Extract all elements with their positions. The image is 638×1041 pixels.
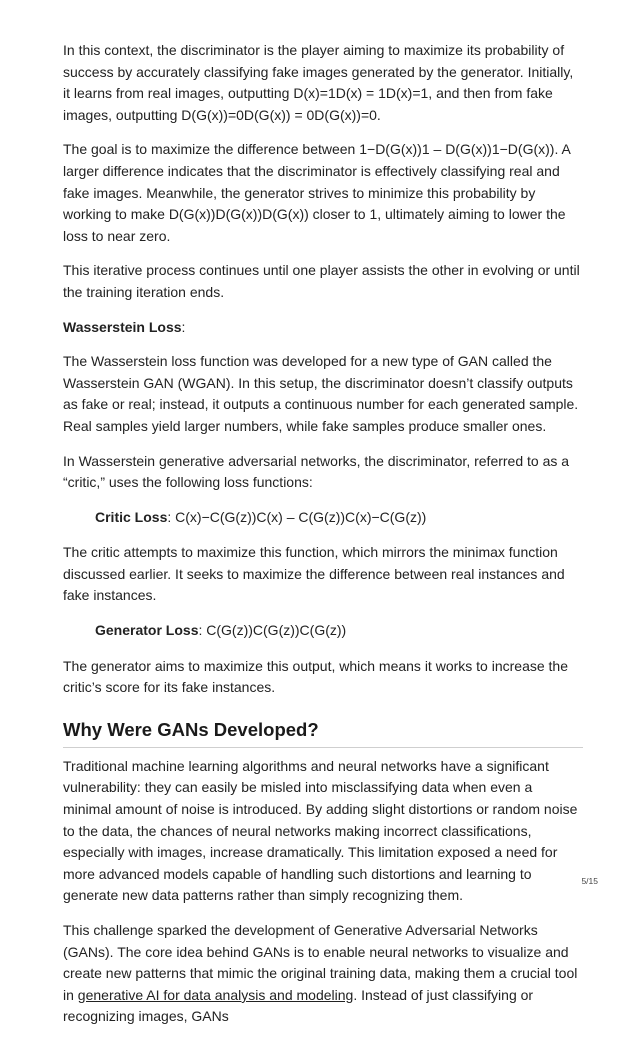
article-body xyxy=(63,40,583,1041)
wasserstein-loss-label: Wasserstein Loss xyxy=(63,318,182,335)
wasserstein-colon: : xyxy=(181,318,186,335)
paragraph-iterative-process: This iterative process continues until one player assists the other in evolving or until the training iteration ends. xyxy=(63,262,580,300)
paragraph-discriminator-role: In this context, the discriminator is the player aiming to maximize its probability of success by accurately classifying fake images generated by the generator. Initially, it learns from real images, outputting D(x)=1D(x) = 1D(x)=1, and then from fake images, outputting D(G(x))=0D(G(x)) = 0D(G(x))=0. xyxy=(63,42,574,123)
generative-ai-link[interactable]: generative AI for data analysis and modeling xyxy=(77,986,354,1003)
gan-development-text-continued: . Instead of just classifying or recognizing images, GANs xyxy=(63,986,534,1025)
section-heading-why-gans: Why Were GANs Developed? xyxy=(63,719,583,748)
generator-loss-label: Generator Loss xyxy=(95,622,199,639)
paragraph-traditional-ml: Traditional machine learning algorithms and neural networks have a significant vulnerability: they can easily be misled into misclassifying data when even a minimal amount of noise is introduced. By adding slight distortions or random noise to the data, the chances of neural networks making incorrect classifications, especially with images, increase dramatically. This limitation exposed a need for more advanced models capable of handling such distortions and learning to generate new data patterns rather than simply recognizing them. xyxy=(63,757,578,904)
critic-loss-formula: : C(x)−C(G(z))C(x) – C(G(z))C(x)−C(G(z)) xyxy=(167,508,427,525)
critic-loss-formula-line xyxy=(63,507,583,529)
paragraph-generator-explanation: The generator aims to maximize this output, which means it works to increase the critic’s score for its fake instances. xyxy=(63,657,568,696)
wasserstein-heading-line xyxy=(63,317,583,339)
gan-development-text: This challenge sparked the development of Generative Adversarial Networks (GANs). The core idea behind GANs is to enable neural networks to visualize and create new patterns that mimic the original training data, making them a crucial tool in xyxy=(63,922,578,1003)
generator-loss-formula: : C(G(z))C(G(z))C(G(z)) xyxy=(198,622,347,639)
paragraph-critic-explanation: The critic attempts to maximize this function, which mirrors the minimax function discussed earlier. It seeks to maximize the difference between real instances and fake instances. xyxy=(63,544,565,604)
generator-loss-formula-line xyxy=(63,620,583,642)
critic-loss-label: Critic Loss xyxy=(95,508,168,525)
paragraph-critic-intro: In Wasserstein generative adversarial networks, the discriminator, referred to as a “critic,” uses the following loss functions: xyxy=(63,452,570,491)
paragraph-wasserstein-description: The Wasserstein loss function was developed for a new type of GAN called the Wasserstein GAN (WGAN). In this setup, the discriminator doesn’t classify outputs as fake or real; instead, it outputs a continuous number for each generated sample. Real samples yield larger numbers, while fake samples produce smaller ones. xyxy=(63,353,579,434)
paragraph-goal: The goal is to maximize the difference between 1−D(G(x))1 – D(G(x))1−D(G(x)). A larger difference indicates that the discriminator is effectively classifying real and fake images. Meanwhile, the generator strives to minimize this probability by working to make D(G(x))D(G(x))D(G(x)) closer to 1, ultimately aiming to lower the loss to near zero. xyxy=(63,141,571,244)
page-number: 5/15 xyxy=(581,876,598,886)
paragraph-gan-development xyxy=(63,920,583,1028)
